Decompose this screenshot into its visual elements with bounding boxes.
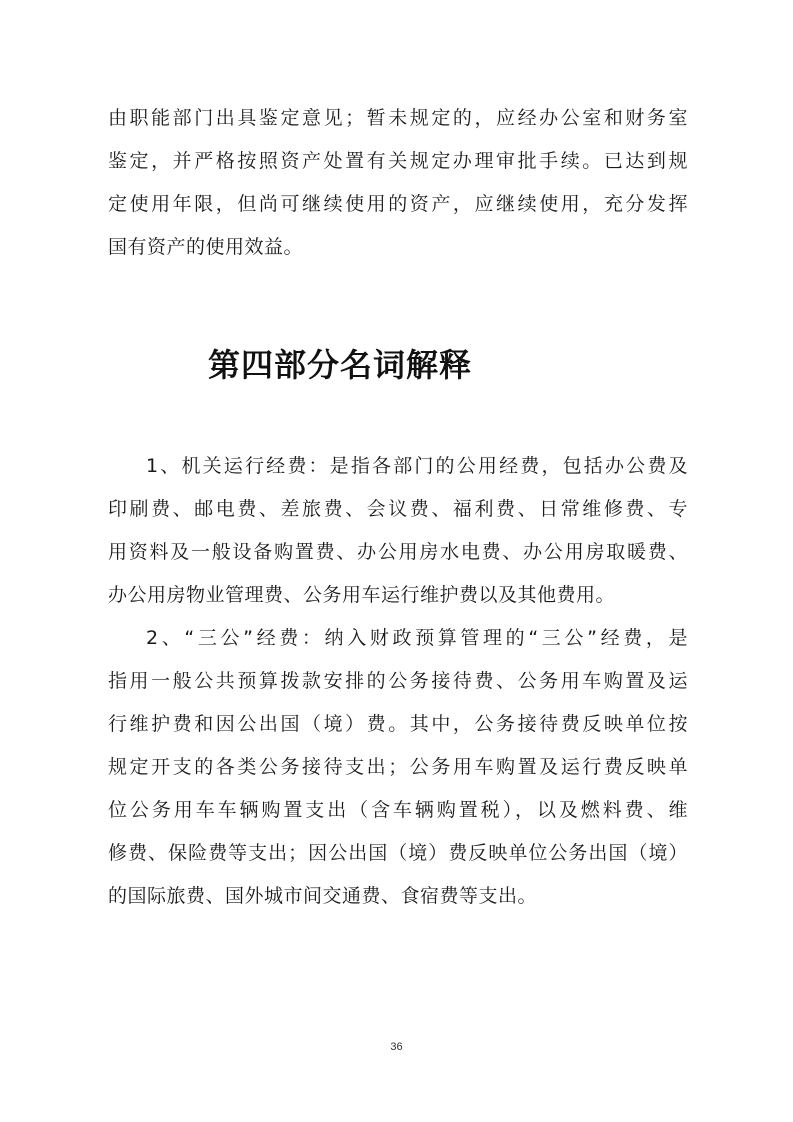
item1-line: 印刷费、邮电费、差旅费、会议费、福利费、日常维修费、专 — [108, 498, 688, 520]
section-heading: 第四部分名词解释 — [208, 346, 473, 384]
item1-line: 1、机关运行经费：是指各部门的公用经费，包括办公费及 — [146, 455, 688, 477]
item1-line: 办公用房物业管理费、公务用车运行维护费以及其他费用。 — [108, 584, 616, 606]
item2-line: 的国际旅费、国外城市间交通费、食宿费等支出。 — [108, 885, 538, 907]
item2-line: 规定开支的各类公务接待支出；公务用车购置及运行费反映单 — [108, 756, 688, 778]
item2-line: 2、“三公”经费：纳入财政预算管理的“三公”经费，是 — [146, 627, 688, 649]
page-number: 36 — [390, 1041, 403, 1053]
paragraph-line: 国有资产的使用效益。 — [108, 236, 304, 258]
item2-line: 指用一般公共预算拨款安排的公务接待费、公务用车购置及运 — [108, 670, 688, 692]
item1-line: 用资料及一般设备购置费、办公用房水电费、办公用房取暖费、 — [108, 541, 688, 563]
item2-line: 位公务用车车辆购置支出（含车辆购置税），以及燃料费、维 — [108, 799, 688, 821]
item2-line: 修费、保险费等支出；因公出国（境）费反映单位公务出国（境） — [108, 842, 688, 864]
paragraph-line: 鉴定，并严格按照资产处置有关规定办理审批手续。已达到规 — [108, 150, 688, 172]
item2-line: 行维护费和因公出国（境）费。其中，公务接待费反映单位按 — [108, 713, 688, 735]
paragraph-line: 由职能部门出具鉴定意见；暂未规定的，应经办公室和财务室 — [108, 107, 688, 129]
paragraph-line: 定使用年限，但尚可继续使用的资产，应继续使用，充分发挥 — [108, 193, 688, 215]
